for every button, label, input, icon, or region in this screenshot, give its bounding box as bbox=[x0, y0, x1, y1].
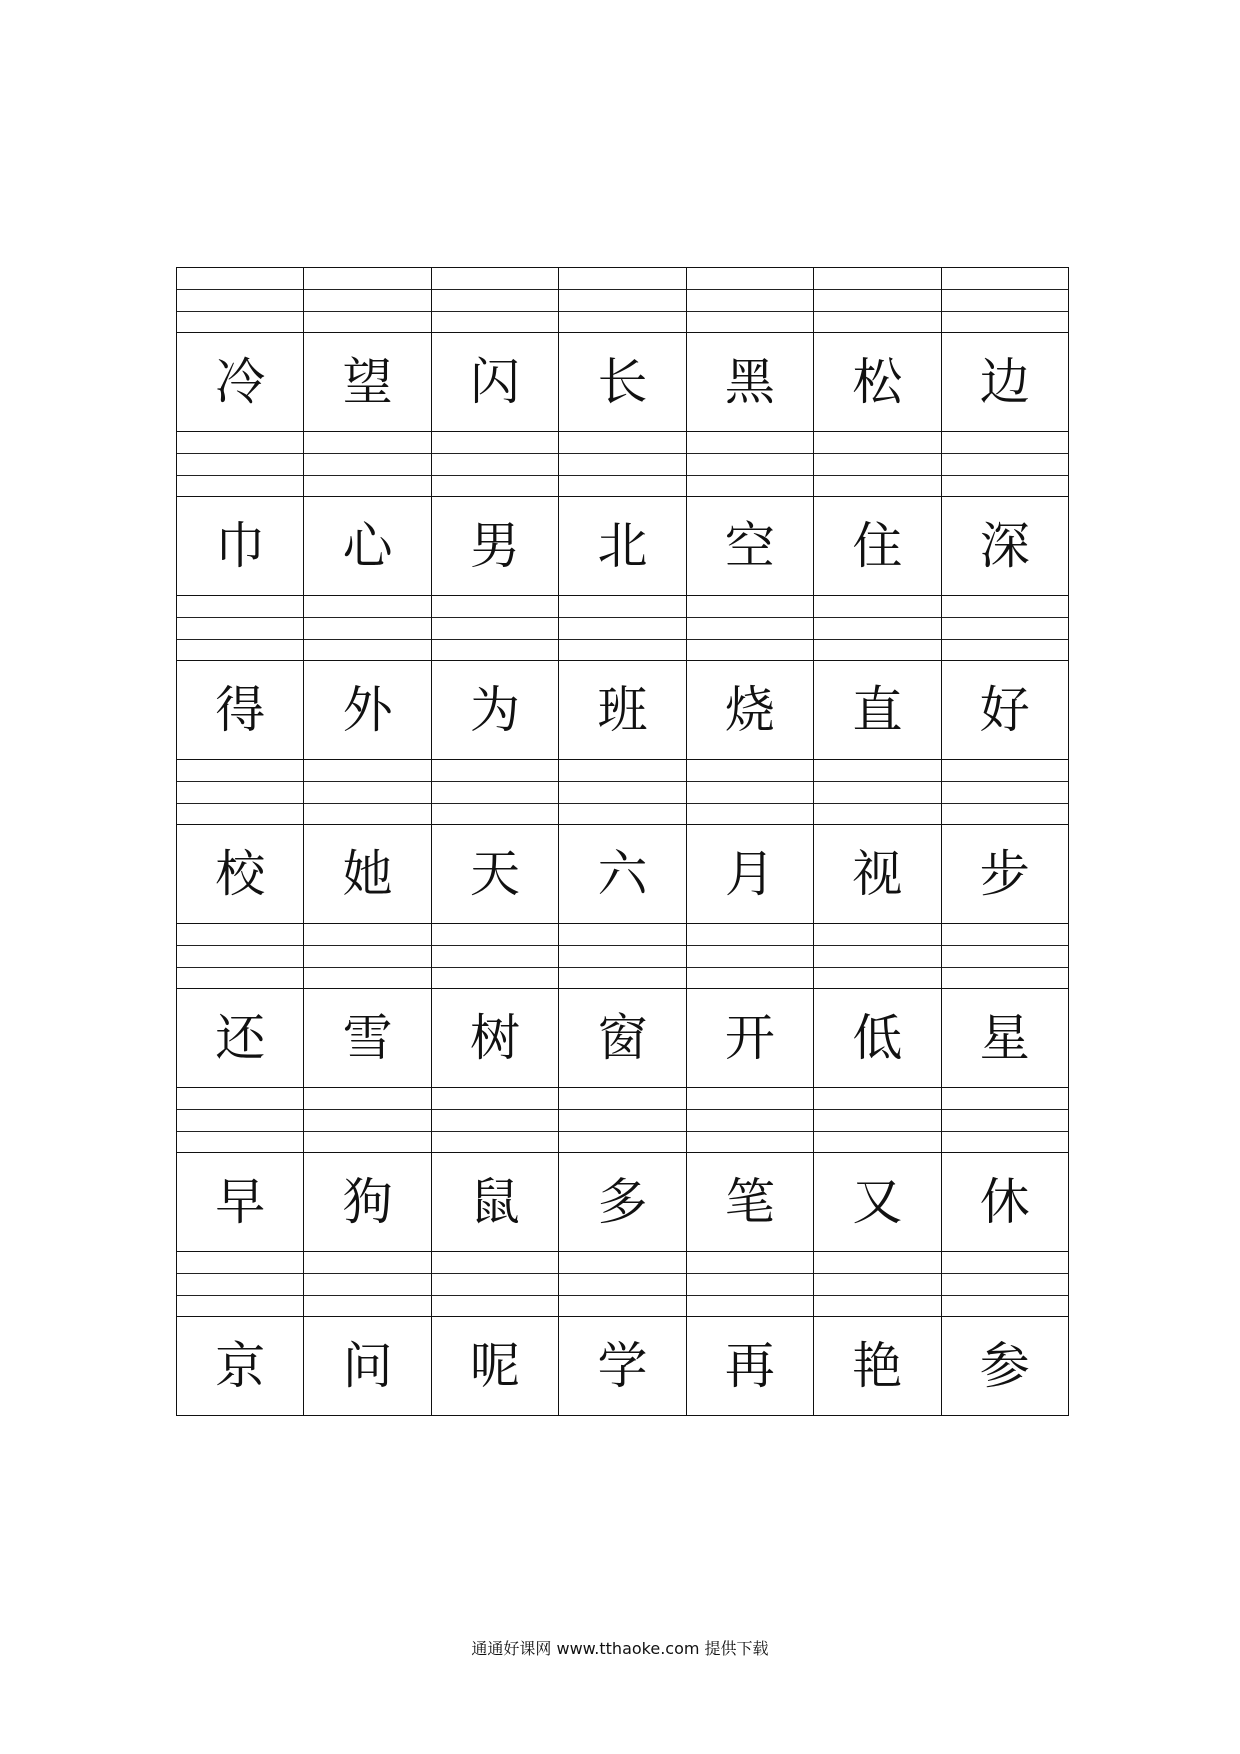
guide-line bbox=[304, 1295, 430, 1296]
pinyin-writing-cell[interactable] bbox=[177, 924, 304, 989]
guide-line bbox=[177, 453, 303, 454]
character-cell: 外 bbox=[304, 661, 431, 760]
character-cell: 深 bbox=[941, 497, 1068, 596]
character-cell: 多 bbox=[559, 1153, 686, 1252]
character-cell: 窗 bbox=[559, 989, 686, 1088]
character-cell: 边 bbox=[941, 333, 1068, 432]
pinyin-writing-cell[interactable] bbox=[686, 1252, 813, 1317]
character-cell: 男 bbox=[431, 497, 558, 596]
guide-line bbox=[814, 803, 940, 804]
guide-line bbox=[942, 945, 1068, 946]
pinyin-writing-cell[interactable] bbox=[686, 596, 813, 661]
pinyin-writing-cell[interactable] bbox=[177, 432, 304, 497]
guide-line bbox=[942, 1131, 1068, 1132]
pinyin-writing-cell[interactable] bbox=[814, 432, 941, 497]
guide-line bbox=[687, 1109, 813, 1110]
guide-line bbox=[942, 1273, 1068, 1274]
character-cell: 雪 bbox=[304, 989, 431, 1088]
guide-line bbox=[559, 1109, 685, 1110]
pinyin-writing-cell[interactable] bbox=[304, 596, 431, 661]
guide-line bbox=[432, 1295, 558, 1296]
character-cell: 校 bbox=[177, 825, 304, 924]
guide-line bbox=[687, 475, 813, 476]
grid-body bbox=[177, 268, 1069, 1416]
character-cell: 北 bbox=[559, 497, 686, 596]
guide-line bbox=[432, 967, 558, 968]
guide-line bbox=[432, 475, 558, 476]
guide-line bbox=[814, 617, 940, 618]
guide-line bbox=[814, 1131, 940, 1132]
guide-line bbox=[559, 967, 685, 968]
pinyin-writing-cell[interactable] bbox=[177, 268, 304, 333]
guide-line bbox=[942, 617, 1068, 618]
guide-line bbox=[942, 781, 1068, 782]
pinyin-writing-cell[interactable] bbox=[431, 432, 558, 497]
guide-line bbox=[177, 311, 303, 312]
pinyin-row bbox=[177, 596, 1069, 661]
guide-line bbox=[559, 803, 685, 804]
guide-line bbox=[687, 945, 813, 946]
pinyin-writing-cell[interactable] bbox=[177, 596, 304, 661]
pinyin-writing-cell[interactable] bbox=[304, 1088, 431, 1153]
character-row bbox=[177, 661, 1069, 760]
guide-line bbox=[432, 639, 558, 640]
guide-line bbox=[814, 453, 940, 454]
pinyin-writing-cell[interactable] bbox=[559, 1088, 686, 1153]
guide-line bbox=[432, 1273, 558, 1274]
guide-line bbox=[687, 1295, 813, 1296]
character-cell: 呢 bbox=[431, 1317, 558, 1416]
guide-line bbox=[177, 1131, 303, 1132]
guide-line bbox=[559, 289, 685, 290]
character-cell: 天 bbox=[431, 825, 558, 924]
guide-line bbox=[942, 639, 1068, 640]
guide-line bbox=[559, 475, 685, 476]
character-cell: 狗 bbox=[304, 1153, 431, 1252]
guide-line bbox=[432, 289, 558, 290]
guide-line bbox=[304, 453, 430, 454]
pinyin-writing-cell[interactable] bbox=[941, 432, 1068, 497]
pinyin-row bbox=[177, 268, 1069, 333]
pinyin-writing-cell[interactable] bbox=[559, 432, 686, 497]
guide-line bbox=[177, 1109, 303, 1110]
pinyin-writing-cell[interactable] bbox=[559, 596, 686, 661]
guide-line bbox=[814, 945, 940, 946]
guide-line bbox=[432, 453, 558, 454]
character-cell: 黑 bbox=[686, 333, 813, 432]
guide-line bbox=[304, 475, 430, 476]
pinyin-writing-cell[interactable] bbox=[686, 924, 813, 989]
guide-line bbox=[687, 803, 813, 804]
pinyin-writing-cell[interactable] bbox=[304, 924, 431, 989]
character-cell: 树 bbox=[431, 989, 558, 1088]
pinyin-row bbox=[177, 924, 1069, 989]
guide-line bbox=[687, 1273, 813, 1274]
pinyin-writing-cell[interactable] bbox=[177, 1252, 304, 1317]
character-row bbox=[177, 497, 1069, 596]
guide-line bbox=[177, 967, 303, 968]
pinyin-writing-cell[interactable] bbox=[431, 596, 558, 661]
pinyin-writing-cell[interactable] bbox=[941, 924, 1068, 989]
character-cell: 学 bbox=[559, 1317, 686, 1416]
guide-line bbox=[942, 453, 1068, 454]
pinyin-writing-cell[interactable] bbox=[431, 1252, 558, 1317]
footer-credit: 通通好课网 www.tthaoke.com 提供下载 bbox=[471, 1639, 769, 1658]
character-cell: 好 bbox=[941, 661, 1068, 760]
guide-line bbox=[304, 1131, 430, 1132]
pinyin-writing-cell[interactable] bbox=[431, 760, 558, 825]
character-cell: 为 bbox=[431, 661, 558, 760]
guide-line bbox=[814, 1109, 940, 1110]
character-cell: 松 bbox=[814, 333, 941, 432]
guide-line bbox=[814, 311, 940, 312]
guide-line bbox=[687, 639, 813, 640]
character-cell: 她 bbox=[304, 825, 431, 924]
character-cell: 巾 bbox=[177, 497, 304, 596]
character-cell: 冷 bbox=[177, 333, 304, 432]
guide-line bbox=[814, 289, 940, 290]
pinyin-writing-cell[interactable] bbox=[814, 1088, 941, 1153]
guide-line bbox=[942, 1295, 1068, 1296]
character-row bbox=[177, 1317, 1069, 1416]
character-cell: 又 bbox=[814, 1153, 941, 1252]
guide-line bbox=[687, 781, 813, 782]
guide-line bbox=[559, 453, 685, 454]
guide-line bbox=[177, 803, 303, 804]
guide-line bbox=[559, 639, 685, 640]
pinyin-writing-cell[interactable] bbox=[431, 268, 558, 333]
character-cell: 烧 bbox=[686, 661, 813, 760]
guide-line bbox=[432, 781, 558, 782]
pinyin-writing-cell[interactable] bbox=[686, 268, 813, 333]
character-row bbox=[177, 989, 1069, 1088]
guide-line bbox=[304, 311, 430, 312]
guide-line bbox=[304, 781, 430, 782]
pinyin-writing-cell[interactable] bbox=[814, 1252, 941, 1317]
guide-line bbox=[559, 781, 685, 782]
guide-line bbox=[177, 639, 303, 640]
guide-line bbox=[814, 475, 940, 476]
pinyin-writing-cell[interactable] bbox=[814, 596, 941, 661]
character-cell: 空 bbox=[686, 497, 813, 596]
guide-line bbox=[559, 945, 685, 946]
character-cell: 鼠 bbox=[431, 1153, 558, 1252]
guide-line bbox=[814, 639, 940, 640]
character-cell: 开 bbox=[686, 989, 813, 1088]
character-cell: 低 bbox=[814, 989, 941, 1088]
guide-line bbox=[559, 1131, 685, 1132]
guide-line bbox=[687, 289, 813, 290]
pinyin-writing-cell[interactable] bbox=[559, 268, 686, 333]
guide-line bbox=[177, 617, 303, 618]
guide-line bbox=[942, 803, 1068, 804]
guide-line bbox=[304, 1273, 430, 1274]
pinyin-writing-cell[interactable] bbox=[814, 924, 941, 989]
character-cell: 心 bbox=[304, 497, 431, 596]
guide-line bbox=[177, 1295, 303, 1296]
pinyin-writing-cell[interactable] bbox=[941, 268, 1068, 333]
guide-line bbox=[432, 1109, 558, 1110]
character-row bbox=[177, 333, 1069, 432]
guide-line bbox=[942, 967, 1068, 968]
character-cell: 笔 bbox=[686, 1153, 813, 1252]
pinyin-writing-cell[interactable] bbox=[941, 760, 1068, 825]
pinyin-row bbox=[177, 432, 1069, 497]
pinyin-writing-cell[interactable] bbox=[559, 760, 686, 825]
guide-line bbox=[432, 945, 558, 946]
pinyin-row bbox=[177, 1088, 1069, 1153]
character-cell: 住 bbox=[814, 497, 941, 596]
guide-line bbox=[177, 945, 303, 946]
guide-line bbox=[814, 967, 940, 968]
guide-line bbox=[687, 967, 813, 968]
character-cell: 月 bbox=[686, 825, 813, 924]
character-cell: 六 bbox=[559, 825, 686, 924]
character-cell: 得 bbox=[177, 661, 304, 760]
guide-line bbox=[304, 945, 430, 946]
guide-line bbox=[432, 803, 558, 804]
guide-line bbox=[687, 617, 813, 618]
guide-line bbox=[304, 617, 430, 618]
pinyin-writing-cell[interactable] bbox=[304, 268, 431, 333]
character-cell: 班 bbox=[559, 661, 686, 760]
guide-line bbox=[942, 1109, 1068, 1110]
guide-line bbox=[687, 453, 813, 454]
guide-line bbox=[304, 1109, 430, 1110]
guide-line bbox=[814, 781, 940, 782]
pinyin-writing-cell[interactable] bbox=[177, 760, 304, 825]
pinyin-row bbox=[177, 1252, 1069, 1317]
guide-line bbox=[559, 1295, 685, 1296]
pinyin-writing-cell[interactable] bbox=[686, 1088, 813, 1153]
guide-line bbox=[942, 311, 1068, 312]
guide-line bbox=[432, 311, 558, 312]
character-cell: 直 bbox=[814, 661, 941, 760]
pinyin-writing-cell[interactable] bbox=[686, 760, 813, 825]
guide-line bbox=[177, 781, 303, 782]
character-cell: 再 bbox=[686, 1317, 813, 1416]
character-cell: 问 bbox=[304, 1317, 431, 1416]
pinyin-writing-cell[interactable] bbox=[941, 1088, 1068, 1153]
pinyin-writing-cell[interactable] bbox=[304, 432, 431, 497]
character-cell: 早 bbox=[177, 1153, 304, 1252]
guide-line bbox=[559, 1273, 685, 1274]
pinyin-writing-cell[interactable] bbox=[941, 1252, 1068, 1317]
guide-line bbox=[177, 1273, 303, 1274]
guide-line bbox=[687, 1131, 813, 1132]
pinyin-writing-cell[interactable] bbox=[814, 760, 941, 825]
guide-line bbox=[304, 803, 430, 804]
character-cell: 还 bbox=[177, 989, 304, 1088]
pinyin-writing-cell[interactable] bbox=[431, 1088, 558, 1153]
guide-line bbox=[177, 289, 303, 290]
guide-line bbox=[814, 1273, 940, 1274]
guide-line bbox=[559, 617, 685, 618]
pinyin-writing-cell[interactable] bbox=[304, 760, 431, 825]
pinyin-writing-cell[interactable] bbox=[559, 924, 686, 989]
character-cell: 闪 bbox=[431, 333, 558, 432]
character-cell: 京 bbox=[177, 1317, 304, 1416]
pinyin-writing-cell[interactable] bbox=[177, 1088, 304, 1153]
character-cell: 休 bbox=[941, 1153, 1068, 1252]
guide-line bbox=[687, 311, 813, 312]
pinyin-writing-cell[interactable] bbox=[941, 596, 1068, 661]
guide-line bbox=[942, 475, 1068, 476]
pinyin-writing-cell[interactable] bbox=[559, 1252, 686, 1317]
guide-line bbox=[304, 289, 430, 290]
character-cell: 望 bbox=[304, 333, 431, 432]
character-row bbox=[177, 825, 1069, 924]
guide-line bbox=[304, 967, 430, 968]
pinyin-writing-cell[interactable] bbox=[686, 432, 813, 497]
character-cell: 长 bbox=[559, 333, 686, 432]
pinyin-writing-cell[interactable] bbox=[814, 268, 941, 333]
guide-line bbox=[177, 475, 303, 476]
character-cell: 星 bbox=[941, 989, 1068, 1088]
character-cell: 视 bbox=[814, 825, 941, 924]
pinyin-writing-cell[interactable] bbox=[304, 1252, 431, 1317]
pinyin-writing-cell[interactable] bbox=[431, 924, 558, 989]
guide-line bbox=[814, 1295, 940, 1296]
pinyin-row bbox=[177, 760, 1069, 825]
guide-line bbox=[432, 617, 558, 618]
character-practice-grid bbox=[176, 267, 1069, 1416]
guide-line bbox=[942, 289, 1068, 290]
character-cell: 参 bbox=[941, 1317, 1068, 1416]
guide-line bbox=[304, 639, 430, 640]
guide-line bbox=[432, 1131, 558, 1132]
guide-line bbox=[559, 311, 685, 312]
character-row bbox=[177, 1153, 1069, 1252]
character-cell: 艳 bbox=[814, 1317, 941, 1416]
character-cell: 步 bbox=[941, 825, 1068, 924]
